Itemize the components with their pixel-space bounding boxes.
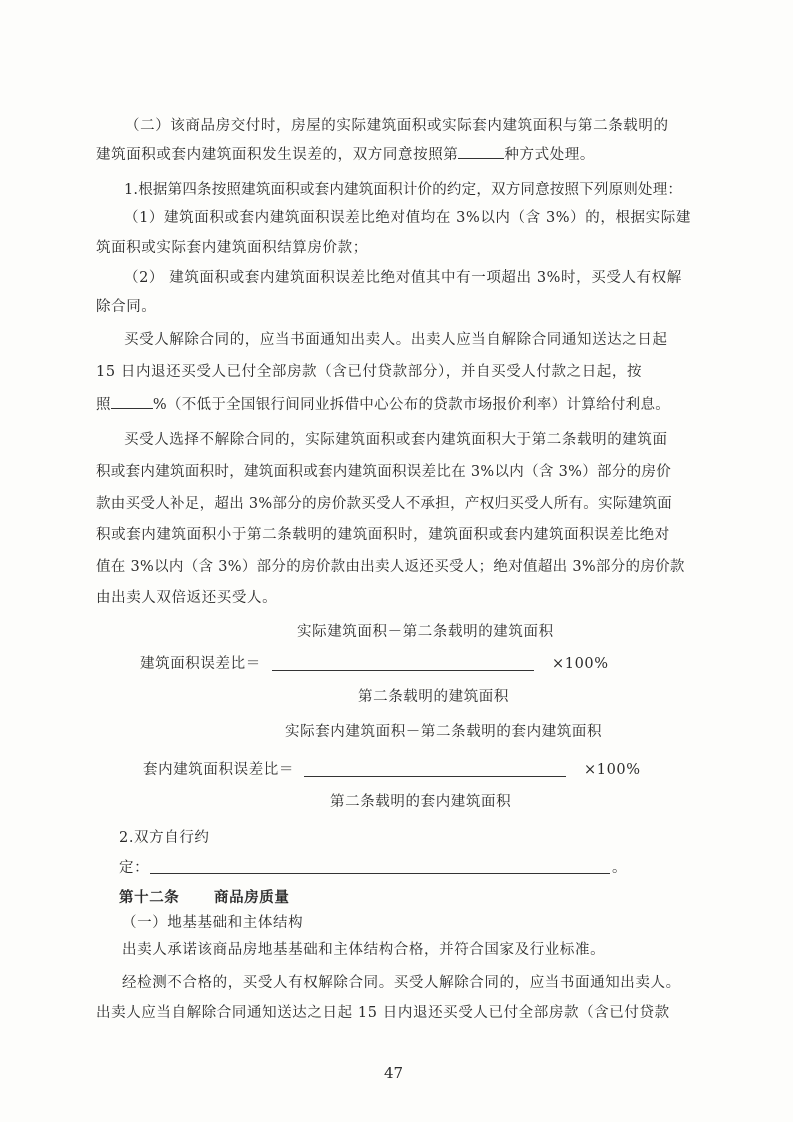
formula-numerator: 实际建筑面积－第二条载明的建筑面积: [297, 624, 554, 640]
paragraph-line: [96, 394, 670, 415]
paragraph-line: 值在 3%以内（含 3%）部分的房价款由出卖人返还买受人；绝对值超出 3%部分的房价款: [96, 559, 685, 575]
fraction-bar: [304, 776, 566, 777]
fill-line[interactable]: [150, 873, 610, 874]
formula-multiplier: ×100%: [584, 762, 641, 778]
paragraph-line: 买受人解除合同的，应当书面通知出卖人。出卖人应当自解除合同通知送达之日起: [124, 332, 668, 348]
paragraph-line: 由出卖人双倍返还买受人。: [96, 590, 278, 606]
text-segment: 。: [612, 860, 628, 876]
paragraph-line: 经检测不合格的，买受人有权解除合同。买受人解除合同的，应当书面通知出卖人。: [122, 975, 681, 991]
paragraph-line: 买受人选择不解除合同的，实际建筑面积或套内建筑面积大于第二条载明的建筑面: [124, 432, 668, 448]
formula-denominator: 第二条载明的套内建筑面积: [330, 794, 512, 810]
paragraph-line: [96, 144, 595, 165]
paragraph-line: 出卖人应当自解除合同通知送达之日起 15 日内退还买受人已付全部房款（含已付贷款: [96, 1005, 670, 1021]
paragraph-line: （1）建筑面积或套内建筑面积误差比绝对值均在 3%以内（含 3%）的，根据实际建: [124, 210, 691, 226]
paragraph-line: 积或套内建筑面积小于第二条载明的建筑面积时，建筑面积或套内建筑面积误差比绝对: [96, 527, 670, 543]
paragraph-line: （2） 建筑面积或套内建筑面积误差比绝对值其中有一项超出 3%时，买受人有权解: [124, 270, 682, 286]
paragraph-line: 款由买受人补足，超出 3%部分的房价款买受人不承担，产权归买受人所有。实际建筑面: [96, 496, 673, 512]
list-item: 1.根据第四条按照建筑面积或套内建筑面积计价的约定，双方同意按照下列原则处理：: [124, 182, 683, 198]
list-item: 2.双方自行约: [119, 830, 210, 846]
text-segment: 建筑面积或套内建筑面积发生误差的，双方同意按照第: [96, 147, 459, 163]
text-segment: 种方式处理。: [504, 147, 596, 163]
formula-numerator: 实际套内建筑面积－第二条载明的套内建筑面积: [285, 724, 603, 740]
fill-blank[interactable]: [111, 394, 153, 409]
section-title: （一）地基基础和主体结构: [122, 915, 304, 931]
formula-denominator: 第二条载明的建筑面积: [358, 689, 509, 705]
fill-blank[interactable]: [458, 144, 504, 159]
text-segment: %（不低于全国银行间同业拆借中心公布的贷款市场报价利率）计算给付利息。: [152, 397, 671, 413]
paragraph-line: 积或套内建筑面积时，建筑面积或套内建筑面积误差比在 3%以内（含 3%）部分的房价: [96, 464, 672, 480]
article-title: 商品房质量: [214, 889, 290, 906]
formula-label: 建筑面积误差比＝: [140, 656, 261, 672]
formula-label: 套内建筑面积误差比＝: [143, 762, 294, 778]
paragraph-line: 筑面积或实际套内建筑面积结算房价款；: [96, 240, 368, 256]
text-segment: 照: [96, 397, 111, 413]
article-number: 第十二条: [119, 889, 180, 906]
paragraph-line: 出卖人承诺该商品房地基基础和主体结构合格，并符合国家及行业标准。: [122, 942, 606, 958]
page-number: 47: [384, 1064, 404, 1082]
formula-multiplier: ×100%: [552, 656, 609, 672]
fraction-bar: [272, 670, 534, 671]
paragraph-line: 除合同。: [96, 299, 157, 315]
paragraph-line: 15 日内退还买受人已付全部房款（含已付贷款部分），并自买受人付款之日起，按: [96, 364, 643, 380]
paragraph-line: （二）该商品房交付时，房屋的实际建筑面积或实际套内建筑面积与第二条载明的: [125, 118, 669, 134]
paragraph-line: 定：: [119, 860, 150, 876]
